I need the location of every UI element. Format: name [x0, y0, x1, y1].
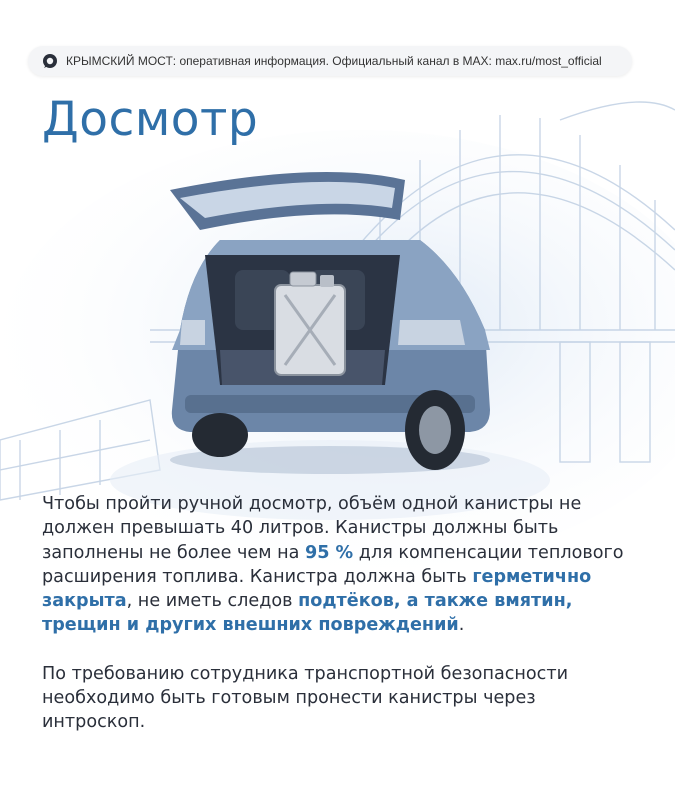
text-segment: для компенсации теплового расширения топлива. Канистра должна быть — [42, 542, 624, 587]
car-trunk-illustration — [160, 160, 500, 480]
page-title: Досмотр — [42, 92, 259, 147]
speech-bubble-icon — [42, 53, 58, 69]
channel-header-bar — [28, 46, 632, 76]
channel-header-text: КРЫМСКИЙ МОСТ: оперативная информация. Официальный канал в MAX: max.ru/most_official — [66, 54, 602, 68]
highlight-damage: подтёков, а также вмятин, трещин и других внешних повреждений — [42, 591, 573, 636]
rules-paragraph — [42, 492, 642, 638]
text-segment: , не иметь следов — [126, 591, 299, 612]
text-segment: . — [458, 615, 465, 636]
introscope-paragraph: По требованию сотрудника транспортной безопасности необходимо быть готовым пронести канистры через интроскоп. — [42, 663, 569, 733]
highlight-fill-limit: 95 % — [304, 542, 354, 563]
inspection-rules-text — [42, 492, 642, 735]
text-segment: Чтобы пройти ручной досмотр, объём одной канистры не должен превышать 40 литров. Канистры должны быть заполнены не более чем на — [42, 494, 582, 563]
highlight-sealed: герметично закрыта — [42, 566, 592, 612]
